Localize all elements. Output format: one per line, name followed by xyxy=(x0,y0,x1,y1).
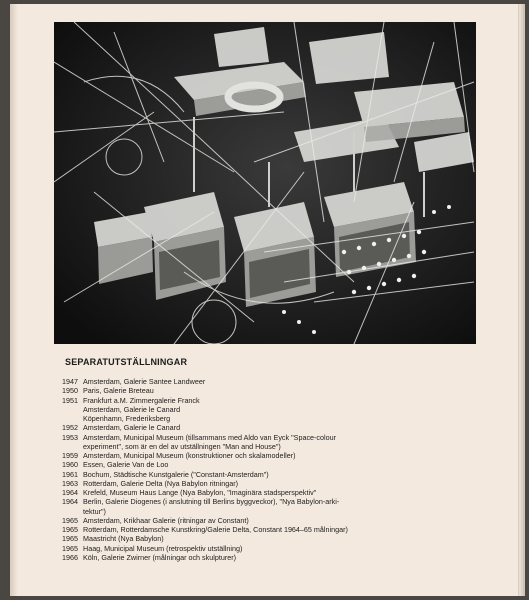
exhibition-year: 1964 xyxy=(62,497,78,507)
exhibition-year: 1961 xyxy=(62,469,78,479)
exhibition-row xyxy=(62,488,472,497)
exhibition-row xyxy=(62,497,472,506)
exhibition-text: Krefeld, Museum Haus Lange (Nya Babylon, "Imaginära stadsperspektiv" xyxy=(83,488,317,497)
model-photograph xyxy=(54,22,476,344)
exhibition-row xyxy=(62,534,472,543)
exhibition-text: Maastricht (Nya Babylon) xyxy=(83,534,164,544)
exhibition-year: 1965 xyxy=(62,543,78,553)
exhibition-text: Amsterdam, Municipal Museum (tillsammans med Aldo van Eyck "Space-colour xyxy=(83,432,337,442)
exhibition-text: Amsterdam, Krikhaar Galerie (ritningar av Constant) xyxy=(83,515,249,525)
exhibition-year: 1965 xyxy=(62,525,78,534)
exhibition-year: 1950 xyxy=(62,386,78,396)
exhibition-row xyxy=(62,414,472,423)
exhibition-text: Paris, Galerie Breteau xyxy=(83,386,154,396)
exhibition-year: 1964 xyxy=(62,488,78,497)
exhibition-text: experiment", som är en del av utställningen "Man and House") xyxy=(83,441,281,451)
exhibition-text: Rotterdam, Rotterdamsche Kunstkring/Galerie Delta, Constant 1964–65 målningar) xyxy=(83,525,348,534)
exhibition-year: 1965 xyxy=(62,534,78,544)
exhibition-year: 1947 xyxy=(62,377,78,386)
exhibition-text: Rotterdam, Galerie Delta (Nya Babylon ritningar) xyxy=(83,478,238,488)
exhibition-row xyxy=(62,470,472,479)
exhibition-list xyxy=(62,377,472,562)
exhibition-text: Berlin, Galerie Diogenes (i anslutning till Berlins byggveckor), "Nya Babylon-arki- xyxy=(83,497,340,507)
exhibition-text: Frankfurt a.M. Zimmergalerie Franck xyxy=(83,395,200,405)
exhibition-row xyxy=(62,544,472,553)
exhibition-text: Köln, Galerie Zwirner (målningar och skulpturer) xyxy=(83,552,236,562)
exhibition-text: Bochum, Städtische Kunstgalerie ("Constant-Amsterdam") xyxy=(83,469,269,479)
exhibition-year: 1966 xyxy=(62,552,78,562)
exhibition-row xyxy=(62,396,472,405)
exhibition-row xyxy=(62,507,472,516)
exhibition-year: 1965 xyxy=(62,515,78,525)
exhibition-text: Amsterdam, Galerie Santee Landweer xyxy=(83,377,206,386)
book-page xyxy=(10,4,519,596)
exhibition-year xyxy=(62,414,83,423)
exhibition-text: tektur") xyxy=(83,506,106,516)
exhibitions-heading: SEPARATUTSTÄLLNINGAR xyxy=(65,357,188,367)
exhibition-text: Essen, Galerie Van de Loo xyxy=(83,460,169,470)
exhibition-row xyxy=(62,423,472,432)
exhibition-row xyxy=(62,377,472,386)
exhibition-year xyxy=(62,442,83,451)
exhibition-text: Köpenhamn, Frederiksberg xyxy=(83,414,171,423)
exhibition-row xyxy=(62,405,472,414)
architectural-model-image xyxy=(54,22,476,344)
exhibition-year xyxy=(62,507,83,516)
exhibition-year: 1963 xyxy=(62,478,78,488)
exhibition-text: Amsterdam, Galerie le Canard xyxy=(83,423,181,433)
exhibition-year xyxy=(62,405,83,414)
exhibition-row xyxy=(62,460,472,469)
exhibition-text: Amsterdam, Municipal Museum (konstruktioner och skalamodeller) xyxy=(83,451,296,460)
exhibition-row xyxy=(62,386,472,395)
exhibition-row xyxy=(62,433,472,442)
exhibition-row xyxy=(62,451,472,460)
exhibition-text: Amsterdam, Galerie le Canard xyxy=(83,404,181,414)
exhibition-row xyxy=(62,442,472,451)
exhibition-year: 1959 xyxy=(62,451,78,460)
exhibition-row xyxy=(62,525,472,534)
exhibition-row xyxy=(62,516,472,525)
exhibition-text: Haag, Municipal Museum (retrospektiv utställning) xyxy=(83,543,243,553)
exhibition-year: 1960 xyxy=(62,460,78,470)
exhibition-year: 1952 xyxy=(62,423,78,433)
exhibition-row xyxy=(62,553,472,562)
exhibition-year: 1953 xyxy=(62,432,78,442)
exhibition-row xyxy=(62,479,472,488)
exhibition-year: 1951 xyxy=(62,395,78,405)
